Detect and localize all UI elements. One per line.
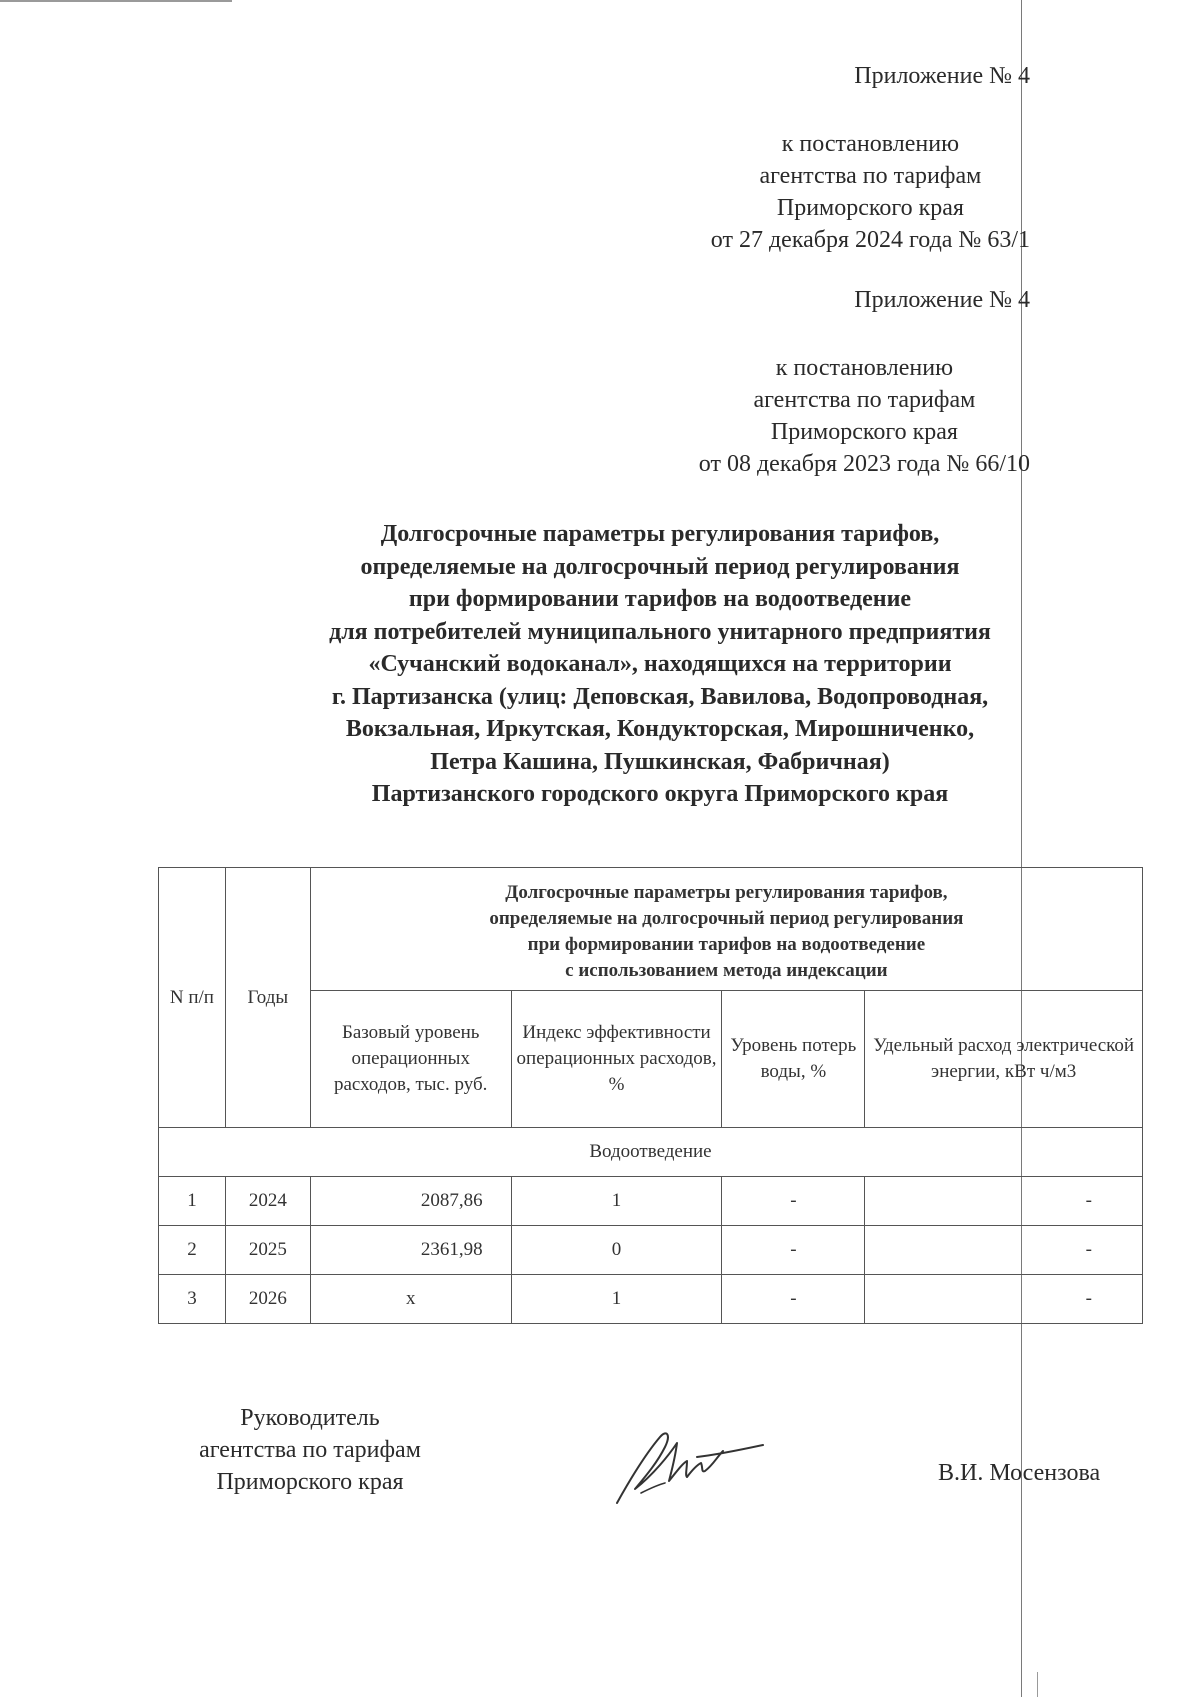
- header-base-level: Базовый уровень операционных расходов, тыс. руб.: [310, 991, 511, 1128]
- cell-number: 2: [159, 1226, 226, 1275]
- cell-energy: -: [865, 1275, 1143, 1324]
- appendix-line: от 08 декабря 2023 года № 66/10: [698, 451, 1030, 477]
- scan-mark: [1037, 1672, 1038, 1697]
- cell-year: 2026: [225, 1275, 310, 1324]
- cell-energy: -: [865, 1226, 1143, 1275]
- cell-base: 2361,98: [310, 1226, 511, 1275]
- header-years: Годы: [225, 868, 310, 1128]
- title-line: «Сучанский водоканал», находящихся на территории: [368, 651, 952, 677]
- title-line: Долгосрочные параметры регулирования тарифов,: [380, 521, 940, 547]
- signer-position-line: Руководитель: [240, 1405, 380, 1431]
- cell-losses: -: [722, 1226, 865, 1275]
- signer-position-line: агентства по тарифам: [199, 1437, 421, 1463]
- title-line: при формировании тарифов на водоотведение: [408, 586, 912, 612]
- cell-losses: -: [722, 1177, 865, 1226]
- appendix-current: [711, 60, 1030, 256]
- cell-index: 1: [511, 1275, 722, 1324]
- title-line: Партизанского городского округа Приморского края: [371, 781, 949, 807]
- title-line: г. Партизанска (улиц: Деповская, Вавилова, Водопроводная,: [331, 683, 989, 710]
- signer-position-line: Приморского края: [216, 1469, 404, 1495]
- appendix-line: к постановлению: [781, 131, 960, 157]
- appendix-title: Приложение № 4: [854, 287, 1030, 313]
- parameters-table: [158, 867, 1143, 1324]
- cell-number: 3: [159, 1275, 226, 1324]
- document-title: [150, 518, 1170, 811]
- signer-position: [160, 1402, 460, 1498]
- cell-energy: -: [865, 1177, 1143, 1226]
- signer-name: В.И. Мосензова: [938, 1460, 1101, 1486]
- header-group-line: Долгосрочные параметры регулирования тарифов,: [505, 882, 948, 903]
- header-energy-consumption: Удельный расход электрической энергии, кВт ч/м3: [865, 991, 1143, 1128]
- header-group-line: с использованием метода индексации: [565, 960, 888, 981]
- cell-year: 2025: [225, 1226, 310, 1275]
- cell-year: 2024: [225, 1177, 310, 1226]
- header-group: [310, 868, 1142, 991]
- appendix-line: агентства по тарифам: [759, 163, 982, 189]
- appendix-line: от 27 декабря 2024 года № 63/1: [710, 227, 1030, 253]
- title-line: определяемые на долгосрочный период регулирования: [360, 553, 960, 580]
- title-line: для потребителей муниципального унитарного предприятия: [329, 618, 991, 645]
- cell-index: 1: [511, 1177, 722, 1226]
- cell-losses: -: [722, 1275, 865, 1324]
- appendix-title: Приложение № 4: [854, 63, 1030, 89]
- header-efficiency-index: Индекс эффективности операционных расходов, %: [511, 991, 722, 1128]
- handwritten-signature: [605, 1415, 765, 1515]
- cell-index: 0: [511, 1226, 722, 1275]
- table-row: [159, 1275, 1143, 1324]
- table-row: [159, 1177, 1143, 1226]
- cell-number: 1: [159, 1177, 226, 1226]
- scan-edge-top: [0, 0, 232, 2]
- table-row: [159, 1226, 1143, 1275]
- appendix-line: к постановлению: [775, 355, 954, 381]
- section-label: Водоотведение: [159, 1128, 1143, 1177]
- header-number: N п/п: [159, 868, 226, 1128]
- title-line: Вокзальная, Иркутская, Кондукторская, Мирошниченко,: [345, 716, 975, 742]
- header-water-losses: Уровень потерь воды, %: [722, 991, 865, 1128]
- header-group-line: при формировании тарифов на водоотведение: [527, 934, 926, 955]
- appendix-previous: [699, 284, 1030, 480]
- appendix-line: Приморского края: [770, 419, 958, 445]
- appendix-line: Приморского края: [776, 195, 964, 221]
- cell-base: х: [310, 1275, 511, 1324]
- header-group-line: определяемые на долгосрочный период регулирования: [489, 908, 964, 929]
- appendix-line: агентства по тарифам: [753, 387, 976, 413]
- cell-base: 2087,86: [310, 1177, 511, 1226]
- title-line: Петра Кашина, Пушкинская, Фабричная): [430, 748, 890, 775]
